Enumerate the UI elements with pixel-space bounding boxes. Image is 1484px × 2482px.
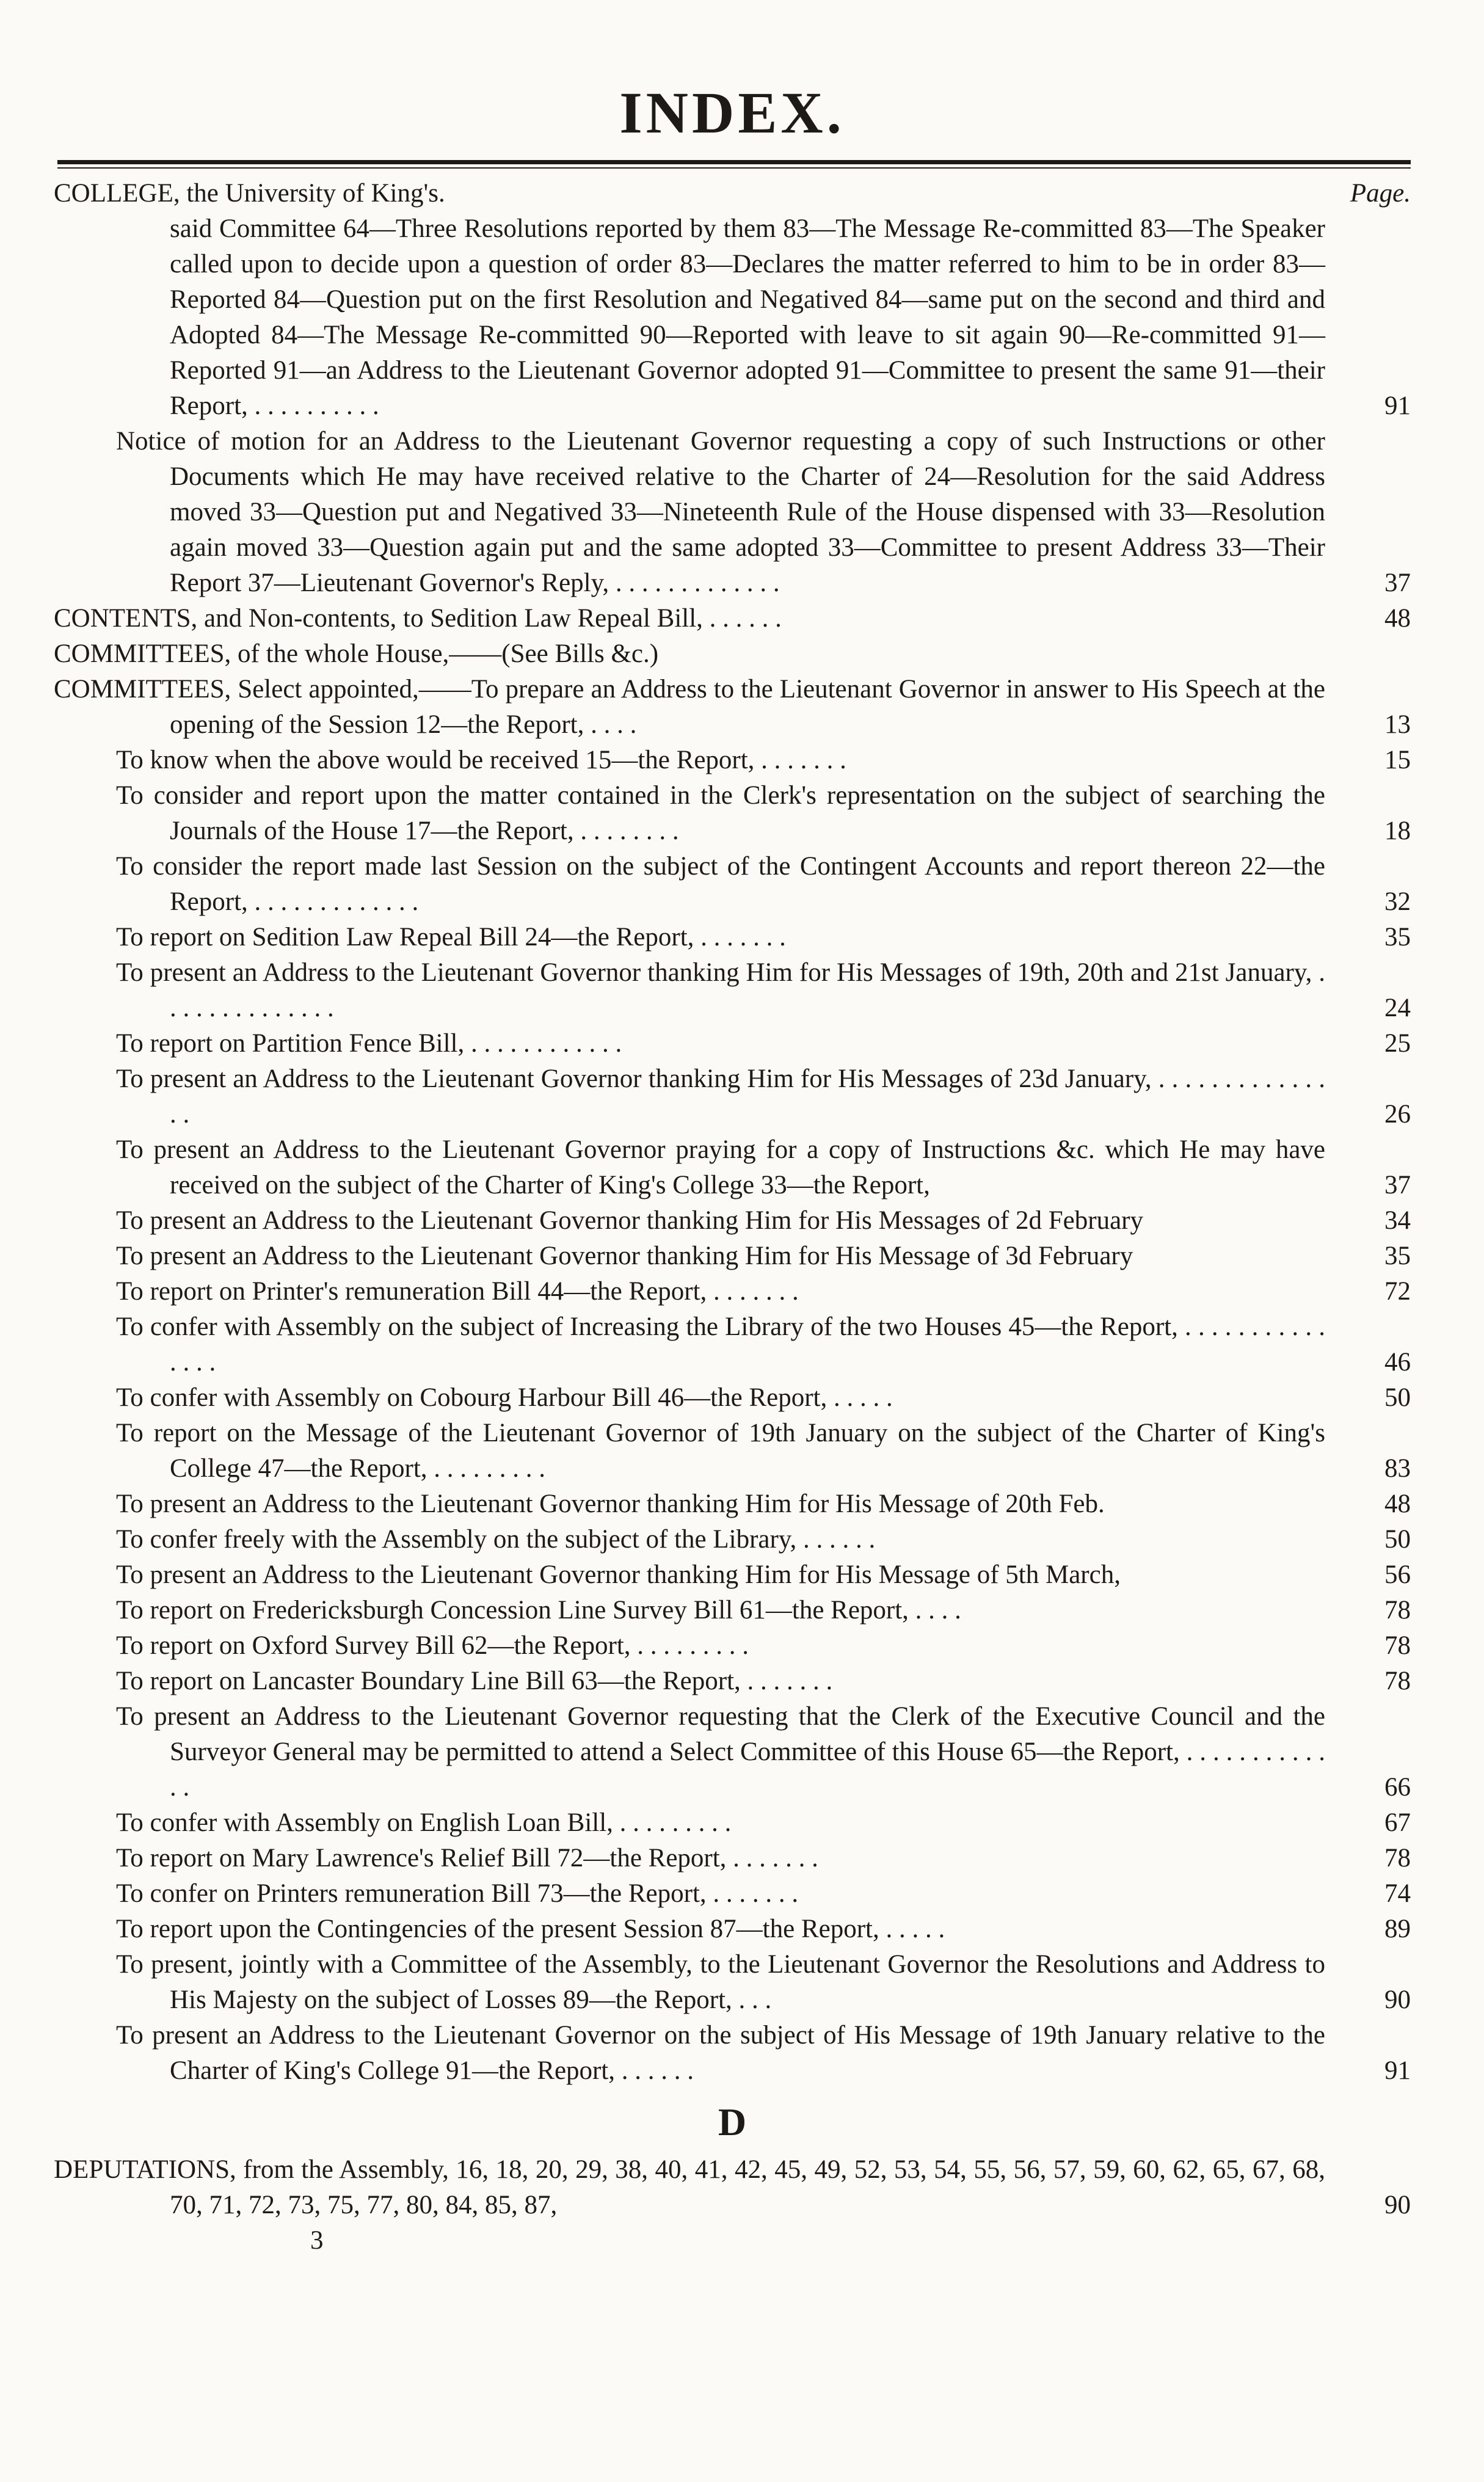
entry-page-number: 50 [1384,1383,1411,1412]
index-entry [54,1522,1411,1557]
index-entry [54,955,1411,1026]
index-entry [54,1132,1411,1203]
entry-page-number: 34 [1384,1206,1411,1235]
entry-page-number: 48 [1384,604,1411,633]
entry-text: To report on Lancaster Boundary Line Bill 63—the Report, . . . . . . . [116,1667,833,1695]
index-entry [54,424,1411,601]
entry-page-number: 56 [1384,1560,1411,1589]
index-entry [54,1664,1411,1699]
index-entry [54,920,1411,955]
entry-page-number: 37 [1384,569,1411,597]
index-entries [54,176,1411,2089]
entry-text: To consider and report upon the matter contained in the Clerk's representation on the subject of searching the Journals of the House 17—the Report, . . . . . . . . [116,781,1325,845]
entry-text: To report on Mary Lawrence's Relief Bill 72—the Report, . . . . . . . [116,1844,818,1872]
entry-page-number: 25 [1384,1029,1411,1058]
entry-page-number: 24 [1384,994,1411,1022]
entry-page-number: 26 [1384,1100,1411,1129]
index-entry [54,1274,1411,1309]
entry-text: To report on the Message of the Lieutenant Governor of 19th January on the subject of the Charter of King's College 47—the Report, . . . . . . . . . [116,1419,1325,1483]
entry-text: Notice of motion for an Address to the Lieutenant Governor requesting a copy of such Instructions or other Documents which He may have received relative to the Charter of 24—Resolution for the said Address moved 33—Question put and Negatived 33—Nineteenth Rule of the House dispensed with 33—Resolution again moved 33—Question again put and the same adopted 33—Committee to present Address 33—Their Report 37—Lieutenant Governor's Reply, . . . . . . . . . . . . . [116,427,1325,597]
entry-page-number: 91 [1384,2056,1411,2085]
entry-page-number: 78 [1384,1667,1411,1695]
index-entry [54,1309,1411,1380]
index-entry [54,1947,1411,2018]
entry-text: To present an Address to the Lieutenant Governor praying for a copy of Instructions &c. which He may have received on the subject of the Charter of King's College 33—the Report, [116,1135,1325,1199]
entry-page-number: 78 [1384,1844,1411,1872]
index-entry [54,849,1411,920]
deputations-page: 90 [1384,2191,1411,2219]
entry-page-number: 46 [1384,1348,1411,1377]
index-entry [54,1557,1411,1593]
entry-text: To know when the above would be received 15—the Report, . . . . . . . [116,746,846,774]
entry-text: To report on Sedition Law Repeal Bill 24—the Report, . . . . . . . [116,923,786,952]
entry-text: To present an Address to the Lieutenant Governor thanking Him for His Messages of 19th, 20th and 21st January, . . . . . . . . . . . . . . [116,958,1325,1022]
index-entry [54,1416,1411,1487]
entry-text: To present an Address to the Lieutenant Governor thanking Him for His Messages of 2d February [116,1206,1143,1235]
page-title: INDEX. [619,80,845,145]
entry-page-number: 90 [1384,1985,1411,2014]
index-entry [54,1380,1411,1416]
index-entry [54,1203,1411,1239]
index-page [54,79,1411,2258]
entry-page-number: 48 [1384,1490,1411,1518]
index-entry [54,1593,1411,1628]
entry-text: To present an Address to the Lieutenant Governor thanking Him for His Message of 20th Feb. [116,1490,1105,1518]
index-entry [54,1699,1411,1805]
index-entry [54,176,1411,211]
entry-text: COMMITTEES, of the whole House,——(See Bills &c.) [54,639,659,668]
entry-text: COLLEGE, the University of King's. [54,179,445,208]
index-entry [54,211,1411,424]
entry-page-number: 35 [1384,923,1411,952]
entry-text: To confer on Printers remuneration Bill 73—the Report, . . . . . . . [116,1879,799,1908]
entry-page-number: 89 [1384,1915,1411,1943]
entry-text: To report on Oxford Survey Bill 62—the Report, . . . . . . . . . [116,1631,749,1660]
entry-page-number: 67 [1384,1808,1411,1837]
title-rule-thin [57,167,1411,169]
index-entry [54,1239,1411,1274]
entry-text: To confer with Assembly on English Loan Bill, . . . . . . . . . [116,1808,732,1837]
entry-page-number: 18 [1384,817,1411,845]
title-rule-thick [57,160,1411,164]
entry-text: To confer with Assembly on Cobourg Harbour Bill 46—the Report, . . . . . [116,1383,893,1412]
entry-page-number: 66 [1384,1773,1411,1802]
entry-page-number: 91 [1384,391,1411,420]
entry-page-number: 72 [1384,1277,1411,1306]
entry-page-number: 37 [1384,1171,1411,1199]
index-entry [54,1487,1411,1522]
footer-number: 3 [310,2226,324,2255]
entry-page-number: 83 [1384,1454,1411,1483]
entry-text: To confer with Assembly on the subject of Increasing the Library of the two Houses 45—the Report, . . . . . . . . . . . . . . . [116,1312,1325,1377]
entry-text: To report on Fredericksburgh Concession Line Survey Bill 61—the Report, . . . . [116,1596,961,1625]
entry-page-number: 35 [1384,1242,1411,1270]
index-entry [54,1876,1411,1912]
deputations-entry [54,2152,1411,2223]
entry-text: To present an Address to the Lieutenant Governor thanking Him for His Messages of 23d January, . . . . . . . . . . . . . . . [116,1064,1325,1129]
entry-text: said Committee 64—Three Resolutions reported by them 83—The Message Re-committed 83—The Speaker called upon to decide upon a question of order 83—Declares the matter referred to him to be in order 83—Reported 84—Question put on the first Resolution and Negatived 84—same put on the second and third and Adopted 84—The Message Re-committed 90—Reported with leave to sit again 90—Re-committed 91—Reported 91—an Address to the Lieutenant Governor adopted 91—Committee to present the same 91—their Report, . . . . . . . . . . [170,214,1325,420]
entry-text: To confer freely with the Assembly on the subject of the Library, . . . . . . [116,1525,876,1554]
index-entry [54,778,1411,849]
entry-page-number: 78 [1384,1596,1411,1625]
entry-text: To present an Address to the Lieutenant Governor thanking Him for His Message of 5th March, [116,1560,1121,1589]
entry-page-number: 13 [1384,710,1411,739]
entry-text: To present an Address to the Lieutenant Governor thanking Him for His Message of 3d February [116,1242,1133,1270]
index-entry [54,601,1411,636]
index-entry [54,1061,1411,1132]
entry-page-number: 15 [1384,746,1411,774]
index-entry [54,1841,1411,1876]
index-entry [54,2018,1411,2089]
index-entry [54,672,1411,743]
entry-text: To report upon the Contingencies of the present Session 87—the Report, . . . . . [116,1915,945,1943]
entry-text: To present an Address to the Lieutenant Governor on the subject of His Message of 19th January relative to the Charter of King's College 91—the Report, . . . . . . [116,2021,1325,2085]
deputations-text: DEPUTATIONS, from the Assembly, 16, 18, 20, 29, 38, 40, 41, 42, 45, 49, 52, 53, 54, 55, 56, 57, 59, 60, 62, 65, 67, 68, 70, 71, 72, 73, 75, 77, 80, 84, 85, 87, [54,2155,1325,2219]
section-letter: D [718,2100,747,2144]
entry-text: To present, jointly with a Committee of the Assembly, to the Lieutenant Governor the Resolutions and Address to His Majesty on the subject of Losses 89—the Report, . . . [116,1950,1325,2014]
entry-text: CONTENTS, and Non-contents, to Sedition Law Repeal Bill, . . . . . . [54,604,782,633]
entry-text: COMMITTEES, Select appointed,——To prepare an Address to the Lieutenant Governor in answer to His Speech at the opening of the Session 12—the Report, . . . . [54,675,1325,739]
entry-text: To report on Printer's remuneration Bill 44—the Report, . . . . . . . [116,1277,799,1306]
page-column-label: Page. [1350,179,1411,208]
index-entry [54,636,1411,672]
entry-text: To consider the report made last Session on the subject of the Contingent Accounts and report thereon 22—the Report, . . . . . . . . . . . . . [116,852,1325,916]
entry-page-number: 32 [1384,887,1411,916]
index-entry [54,1026,1411,1061]
entry-page-number: 78 [1384,1631,1411,1660]
index-entry [54,743,1411,778]
index-entry [54,1912,1411,1947]
entry-page-number: 50 [1384,1525,1411,1554]
entry-text: To report on Partition Fence Bill, . . . . . . . . . . . . [116,1029,622,1058]
entry-text: To present an Address to the Lieutenant Governor requesting that the Clerk of the Executive Council and the Surveyor General may be permitted to attend a Select Committee of this House 65—the Report, . . . . . . . . . . . . . [116,1702,1325,1802]
index-entry [54,1628,1411,1664]
entry-page-number: 74 [1384,1879,1411,1908]
index-entry [54,1805,1411,1841]
